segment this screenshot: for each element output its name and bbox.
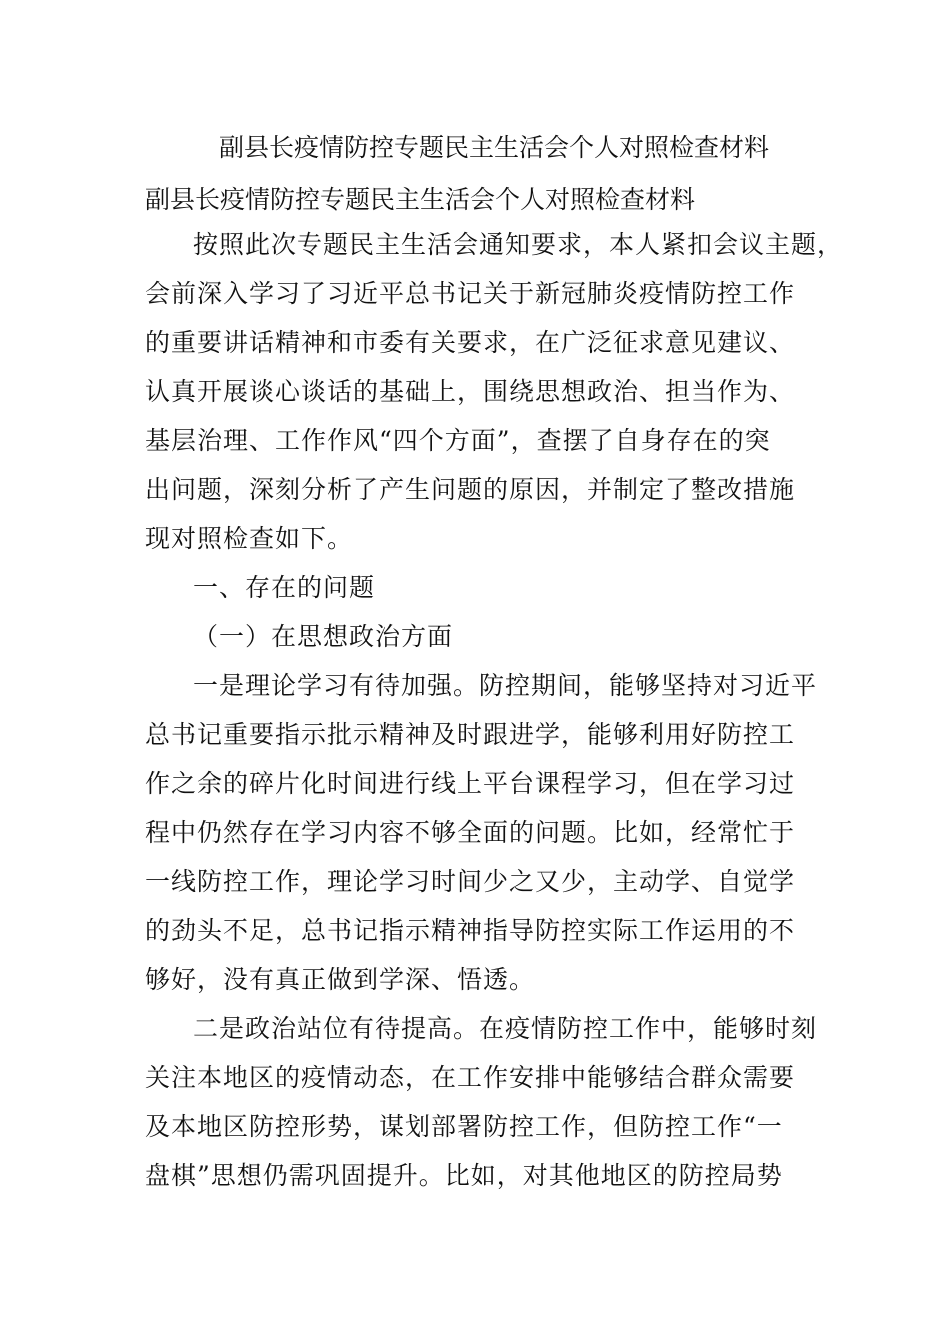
paragraph-line: 及本地区防控形势，谋划部署防控工作，但防控工作“一 (145, 1112, 783, 1141)
paragraph-line: 出问题，深刻分析了产生问题的原因，并制定了整改措施 (145, 475, 796, 504)
paragraph-line: 的劲头不足，总书记指示精神指导防控实际工作运用的不 (145, 916, 796, 945)
paragraph-line: 够好，没有真正做到学深、悟透。 (145, 965, 536, 994)
paragraph-line: 关注本地区的疫情动态，在工作安排中能够结合群众需要 (145, 1063, 796, 1092)
paragraph-line: 盘棋”思想仍需巩固提升。比如，对其他地区的防控局势 (145, 1161, 783, 1190)
paragraph-line: 基层治理、工作作风“四个方面”，查摆了自身存在的突 (145, 426, 771, 455)
paragraph-line: 的重要讲话精神和市委有关要求，在广泛征求意见建议、 (145, 328, 796, 357)
paragraph-line: 程中仍然存在学习内容不够全面的问题。比如，经常忙于 (145, 818, 796, 847)
paragraph-line: 一线防控工作，理论学习时间少之又少，主动学、自觉学 (145, 867, 796, 896)
subsection-heading: （一）在思想政治方面 (193, 622, 454, 651)
paragraph-line: 认真开展谈心谈话的基础上，围绕思想政治、担当作为、 (145, 377, 796, 406)
paragraph-line: 现对照检查如下。 (145, 524, 354, 553)
document-title: 副县长疫情防控专题民主生活会个人对照检查材料 (218, 133, 769, 162)
paragraph-line: 会前深入学习了习近平总书记关于新冠肺炎疫情防控工作 (145, 279, 796, 308)
section-heading: 一、存在的问题 (193, 573, 376, 602)
document-content (145, 132, 844, 1200)
paragraph-line: 二是政治站位有待提高。在疫情防控工作中，能够时刻 (193, 1014, 818, 1043)
paragraph-line: 一是理论学习有待加强。防控期间，能够坚持对习近平 (193, 671, 818, 700)
paragraph-line: 作之余的碎片化时间进行线上平台课程学习，但在学习过 (145, 769, 796, 798)
paragraph-line: 总书记重要指示批示精神及时跟进学，能够利用好防控工 (145, 720, 796, 749)
paragraph-line: 按照此次专题民主生活会通知要求，本人紧扣会议主题， (193, 230, 844, 259)
document-body (145, 220, 844, 1200)
document-subtitle: 副县长疫情防控专题民主生活会个人对照检查材料 (145, 185, 696, 214)
